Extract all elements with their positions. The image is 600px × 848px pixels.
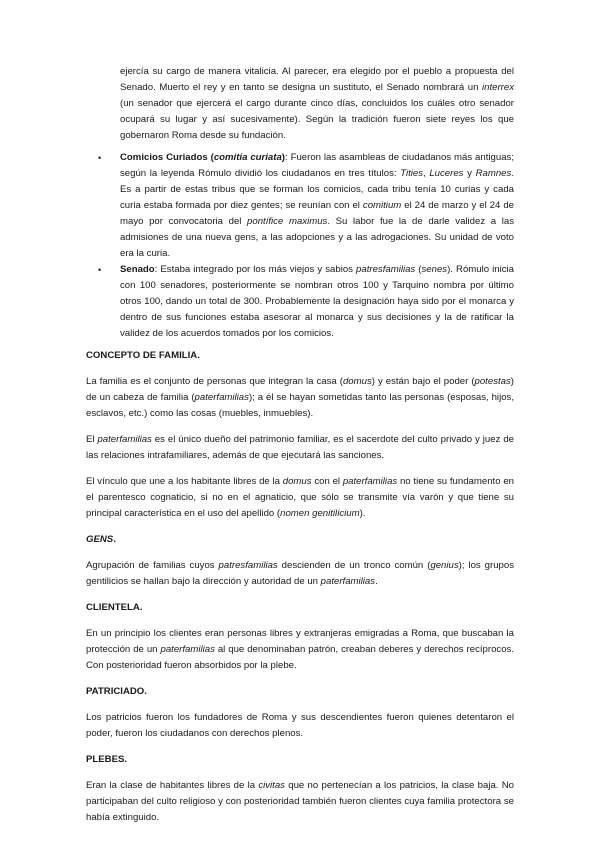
heading-concepto-familia: CONCEPTO DE FAMILIA. bbox=[86, 350, 200, 361]
paragraph-familia-3: El vínculo que une a los habitante libres de la domus con el paterfamilias no tiene su fundamento en el parentesco cognaticio, si no en el agnaticio, que sólo se transmite vía varón y que tiene su principal característica en el uso del apellido (nomen genitilicium). bbox=[86, 476, 514, 519]
paragraph-patriciado: Los patricios fueron los fundadores de Roma y sus descendientes fueron quienes detentaron el poder, fueron los ciudadanos con derechos plenos. bbox=[86, 712, 514, 739]
paragraph-familia-2: El paterfamilias es el único dueño del patrimonio familiar, es el sacerdote del culto privado y juez de las relaciones intrafamiliares, además de que ejecutará las sanciones. bbox=[86, 434, 514, 461]
paragraph-clientela: En un principio los clientes eran personas libres y extranjeras emigradas a Roma, que buscaban la protección de un paterfamilias al que denominaban patrón, creaban deberes y derechos recíprocos. Con posterioridad fueron absorbidos por la plebe. bbox=[86, 628, 515, 671]
paragraph-plebes: Eran la clase de habitantes libres de la civitas que no pertenecían a los patricios, la clase baja. No participaban del culto religioso y con posterioridad también fueron clientes cuya familia protectora se había extinguido. bbox=[86, 780, 514, 823]
paragraph-gens: Agrupación de familias cuyos patresfamilias descienden de un tronco común (genius); los grupos gentilicios se hallan bajo la dirección y autoridad de un paterfamilias. bbox=[86, 560, 514, 587]
paragraph-familia-1: La familia es el conjunto de personas que integran la casa (domus) y están bajo el poder (potestas) de un cabeza de familia (paterfamilias); a él se hayan sometidas tanto las personas (esposas, hijos, esclavos, etc.) como las cosas (muebles, inmuebles). bbox=[86, 376, 514, 419]
heading-clientela: CLIENTELA. bbox=[86, 602, 143, 613]
heading-plebes: PLEBES. bbox=[86, 754, 128, 765]
list-item-senado: • Senado: Estaba integrado por los más viejos y sabios patresfamilias (senes). Rómulo inicia con 100 senadores, posteriormente se nombran otros 100 y Tarquino nombra por último otros 100, dando un total de 300. Probablemente la designación haya sido por el monarca y dentro de sus funciones estaba asesorar al monarca y sus decisiones y la de ratificar la validez de los acuerdos tomados por los comicios. bbox=[98, 264, 514, 339]
heading-patriciado: PATRICIADO. bbox=[86, 686, 147, 697]
heading-gens: GENS. bbox=[86, 534, 116, 545]
bullet-icon: • bbox=[98, 153, 102, 163]
list-item-comicios: • Comicios Curiados (comitia curiata): Fueron las asambleas de ciudadanos más antiguas; según la leyenda Rómulo dividió los ciudadanos en tres títulos: Tities, Luceres y Ramnes. Es a partir de estas tribus que se forman los comicios, cada tribu tenía 10 curias y cada curia estaba formada por diez gentes; se reunían con el comitium el 24 de marzo y el 24 de mayo por convocatoria del pontífice maximus. Su labor fue la de darle validez a las admisiones de una nueva gens, a las adopciones y a las adrogaciones. Su unidad de voto era la curia. bbox=[98, 152, 514, 259]
bullet-icon: • bbox=[98, 265, 102, 275]
intro-paragraph: ejercía su cargo de manera vitalicia. Al parecer, era elegido por el pueblo a propuesta del Senado. Muerto el rey y en tanto se designa un sustituto, el Senado nombrará un interrex (un senador que ejercerá el cargo durante cinco días, concluidos los cuáles otro senador ocupará su lugar y así sucesivamente). Según la tradición fueron siete reyes los que gobernaron Roma desde su fundación. bbox=[120, 66, 514, 141]
